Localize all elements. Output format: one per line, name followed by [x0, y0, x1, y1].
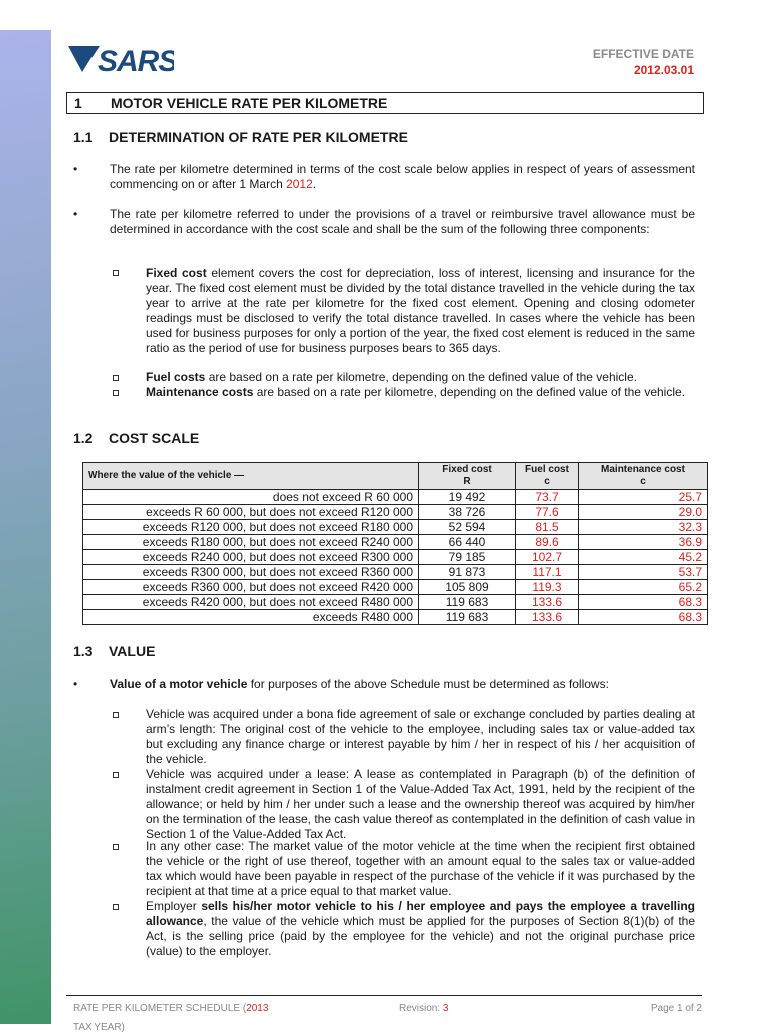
cell-fuel-cost: 133.6 [516, 595, 579, 610]
term: Fixed cost [146, 266, 207, 280]
term: sells his/her motor vehicle to his / her employee and pays the employee a travelling allowance [146, 899, 695, 928]
cell-value-band: exceeds R420 000, but does not exceed R480 000 [83, 595, 419, 610]
cell-fixed-cost: 119 683 [419, 595, 516, 610]
cell-value-band: exceeds R240 000, but does not exceed R300 000 [83, 550, 419, 565]
table-row [83, 595, 708, 610]
section-title: MOTOR VEHICLE RATE PER KILOMETRE [111, 95, 388, 111]
cell-fixed-cost: 52 594 [419, 520, 516, 535]
section-1-1-heading [73, 129, 408, 145]
cell-value-band: does not exceed R 60 000 [83, 490, 419, 505]
square-bullet-icon [113, 375, 119, 381]
year-highlight: 2013 [246, 1003, 269, 1014]
square-bullet-icon [113, 904, 119, 910]
table-row [83, 490, 708, 505]
section-title: VALUE [109, 643, 156, 659]
text: TAX YEAR) [73, 1022, 125, 1033]
cell-value-band: exceeds R180 000, but does not exceed R240 000 [83, 535, 419, 550]
component-maintenance-cost [146, 385, 695, 400]
header-label: Maintenance cost [601, 464, 685, 475]
table-row [83, 535, 708, 550]
text: are based on a rate per kilometre, depending on the defined value of the vehicle. [205, 370, 637, 384]
footer-page-number: Page 1 of 2 [650, 1003, 702, 1014]
section-1-heading [66, 92, 704, 114]
cell-maintenance-cost: 45.2 [579, 550, 708, 565]
cell-maintenance-cost: 65.2 [579, 580, 708, 595]
section-number: 1.3 [73, 643, 93, 659]
square-bullet-icon [113, 712, 119, 718]
component-fixed-cost [146, 266, 695, 356]
cell-fixed-cost: 79 185 [419, 550, 516, 565]
text: RATE PER KILOMETER SCHEDULE ( [73, 1003, 247, 1014]
cell-fuel-cost: 73.7 [516, 490, 579, 505]
header-unit: R [463, 476, 471, 487]
cell-value-band: exceeds R360 000, but does not exceed R420 000 [83, 580, 419, 595]
text: for purposes of the above Schedule must be determined as follows: [247, 677, 609, 691]
header-maintenance-cost [579, 463, 708, 490]
text: element covers the cost for depreciation, loss of interest, licensing and insurance for the year. The fixed cost element must be divided by the total distance travelled in the vehicle during the tax year to arrive at the rate per kilometre for the fixed cost element. Opening and closing odometer readings must be disclosed to verify the total distance travelled. In cases where the vehicle has been used for business purposes for only a portion of the year, the fixed cost element is reduced in the same ratio as the period of use for business purposes bears to 365 days. [146, 266, 695, 355]
bullet-icon: • [73, 207, 78, 221]
value-item-other: In any other case: The market value of the motor vehicle at the time when the recipient first obtained the vehicle or the right of use thereof, together with an amount equal to the sales tax or value-added tax which would have been payable in respect of the purchase of the vehicle if it was purchased by the recipient at that time at a price equal to that market value. [146, 839, 695, 898]
cell-maintenance-cost: 32.3 [579, 520, 708, 535]
cell-maintenance-cost: 68.3 [579, 610, 708, 625]
section-1-2-heading [73, 430, 200, 446]
square-bullet-icon [113, 270, 119, 276]
header-unit: c [544, 476, 550, 487]
cell-fixed-cost: 91 873 [419, 565, 516, 580]
cell-maintenance-cost: 25.7 [579, 490, 708, 505]
year-highlight: 2012 [286, 177, 313, 191]
cell-value-band: exceeds R300 000, but does not exceed R360 000 [83, 565, 419, 580]
text: The rate per kilometre determined in terms of the cost scale below applies in respect of years of assessment commencing on or after 1 March [110, 162, 695, 191]
bullet-icon: • [73, 162, 78, 176]
header-fuel-cost [516, 463, 579, 490]
header-fixed-cost [419, 463, 516, 490]
section-title: DETERMINATION OF RATE PER KILOMETRE [109, 129, 408, 145]
decorative-sidebar [0, 30, 51, 1024]
cell-fixed-cost: 66 440 [419, 535, 516, 550]
sars-logo [68, 42, 174, 76]
cell-fixed-cost: 38 726 [419, 505, 516, 520]
cell-maintenance-cost: 68.3 [579, 595, 708, 610]
text: are based on a rate per kilometre, depending on the defined value of the vehicle. [253, 385, 685, 399]
footer-title [73, 1003, 268, 1033]
cell-fuel-cost: 119.3 [516, 580, 579, 595]
effective-date-label: EFFECTIVE DATE [592, 47, 694, 61]
section-1-3-heading [73, 643, 156, 659]
cell-value-band: exceeds R480 000 [83, 610, 419, 625]
effective-date-block [593, 46, 694, 78]
paragraph-components: The rate per kilometre referred to under the provisions of a travel or reimbursive travel allowance must be determined in accordance with the cost scale and shall be the sum of the following three components: [110, 207, 695, 236]
table-row [83, 550, 708, 565]
cell-fuel-cost: 102.7 [516, 550, 579, 565]
header-label: Fuel cost [525, 464, 569, 475]
term: Value of a motor vehicle [110, 677, 248, 691]
cell-fuel-cost: 133.6 [516, 610, 579, 625]
header-vehicle-value: Where the value of the vehicle — [83, 463, 419, 490]
term: Maintenance costs [146, 385, 254, 399]
revision-number: 3 [442, 1003, 449, 1014]
cell-value-band: exceeds R120 000, but does not exceed R180 000 [83, 520, 419, 535]
cell-fuel-cost: 117.1 [516, 565, 579, 580]
table-row [83, 580, 708, 595]
section-number: 1.2 [73, 430, 93, 446]
bullet-icon: • [73, 677, 78, 691]
value-item-employer-sale [146, 899, 695, 959]
cell-fuel-cost: 77.6 [516, 505, 579, 520]
square-bullet-icon [113, 772, 119, 778]
square-bullet-icon [113, 844, 119, 850]
text: , the value of the vehicle which must be applied for the purposes of Section 8(1)(b) of the Act, is the selling price (paid by the employee for the vehicle) and not the original purchase price (value) to the employer. [146, 914, 695, 958]
footer-divider [66, 995, 702, 996]
value-item-sale: Vehicle was acquired under a bona fide agreement of sale or exchange concluded by parties dealing at arm’s length: The original cost of the vehicle to the employee, including sales tax or value-added tax but excluding any finance charge or interest payable by him / her in respect of his / her acquisition of the vehicle. [146, 707, 695, 766]
value-item-lease: Vehicle was acquired under a lease: A lease as contemplated in Paragraph (b) of the definition of instalment credit agreement in Section 1 of the Value-Added Tax Act, 1991, held by the recipient of the allowance; or held by him / her under such a lease and the ownership thereof was acquired by him/her on the termination of the lease, the cash value thereof as contemplated in the definition of cash value in Section 1 of the Value-Added Tax Act. [146, 767, 695, 841]
paragraph-value-definition [110, 677, 695, 692]
cell-maintenance-cost: 53.7 [579, 565, 708, 580]
cell-fixed-cost: 119 683 [419, 610, 516, 625]
text: Employer [146, 899, 202, 913]
cell-maintenance-cost: 36.9 [579, 535, 708, 550]
square-bullet-icon [113, 390, 119, 396]
paragraph-applicability [110, 162, 695, 192]
table-header-row [83, 463, 708, 490]
cell-value-band: exceeds R 60 000, but does not exceed R120 000 [83, 505, 419, 520]
svg-text:SARS: SARS [98, 45, 174, 76]
cell-maintenance-cost: 29.0 [579, 505, 708, 520]
cost-scale-table [82, 462, 708, 625]
text: . [312, 177, 317, 191]
component-fuel-cost [146, 370, 695, 385]
table-row [83, 505, 708, 520]
text: Revision: [399, 1003, 443, 1014]
term: Fuel costs [146, 370, 206, 384]
cell-fixed-cost: 105 809 [419, 580, 516, 595]
table-row [83, 565, 708, 580]
header-unit: c [640, 476, 646, 487]
table-row [83, 610, 708, 625]
section-title: COST SCALE [109, 430, 200, 446]
footer-revision [399, 1003, 448, 1014]
cell-fixed-cost: 19 492 [419, 490, 516, 505]
cell-fuel-cost: 81.5 [516, 520, 579, 535]
effective-date-value: 2012.03.01 [633, 63, 694, 77]
header-label: Fixed cost [442, 464, 492, 475]
section-number: 1.1 [73, 129, 93, 145]
table-row [83, 520, 708, 535]
cell-fuel-cost: 89.6 [516, 535, 579, 550]
section-number: 1 [74, 95, 82, 111]
